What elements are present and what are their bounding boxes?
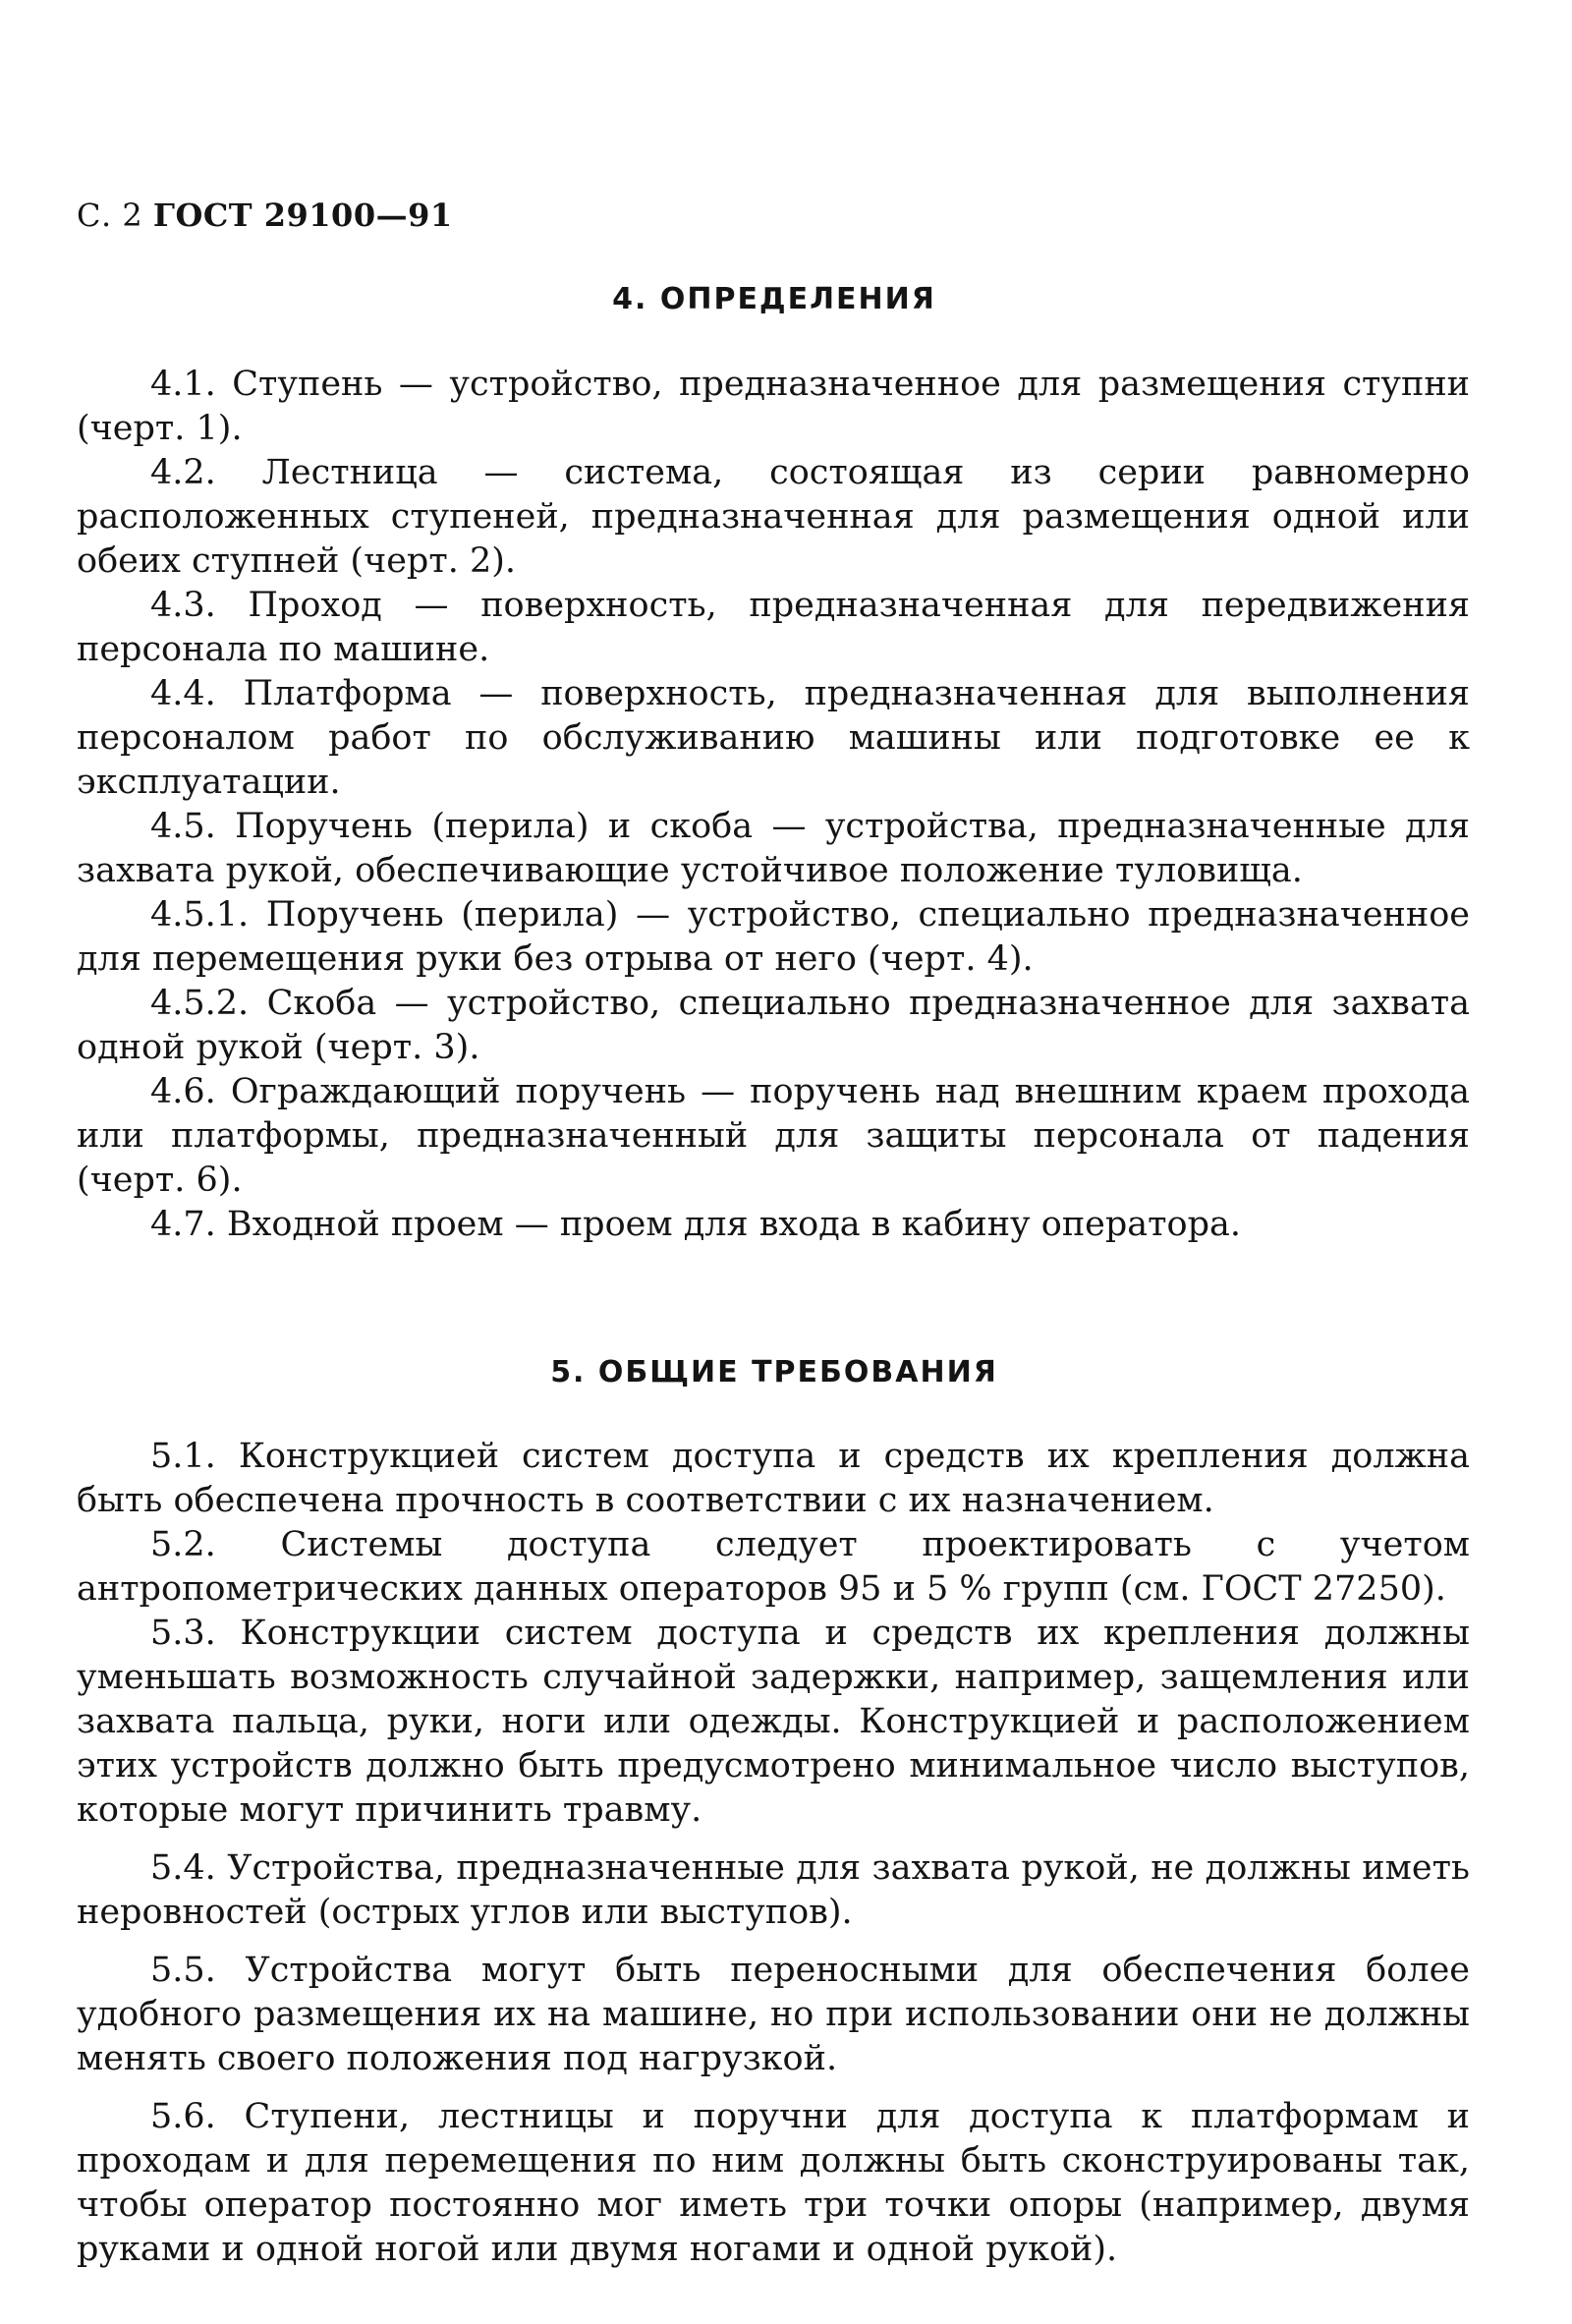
paragraph-5-6: 5.6. Ступени, лестницы и поручни для доступа к платформам и проходам и для перемещения по ним должны быть сконструированы так, чтобы оператор постоянно мог иметь три точки опоры (например, двумя руками и одной ногой или двумя ногами и одной рукой). <box>77 2097 1470 2269</box>
paragraph-5-2: 5.2. Системы доступа следует проектировать с учетом антропометрических данных операторов 95 и 5 % групп (см. ГОСТ 27250). <box>77 1525 1470 1609</box>
section-5-body <box>77 1435 1470 2272</box>
section-4-title: 4. ОПРЕДЕЛЕНИЯ <box>612 282 936 316</box>
paragraph-4-6: 4.6. Ограждающий поручень — поручень над внешним краем прохода или платформы, предназначенный для защиты персонала от падения (черт. 6). <box>77 1072 1470 1200</box>
paragraph-4-7: 4.7. Входной проем — проем для входа в кабину оператора. <box>150 1205 1241 1244</box>
paragraph-5-4: 5.4. Устройства, предназначенные для захвата рукой, не должны иметь неровностей (острых углов или выступов). <box>77 1848 1470 1932</box>
document-page <box>77 0 1472 2324</box>
section-4-body <box>77 363 1470 1247</box>
section-5-title: 5. ОБЩИЕ ТРЕБОВАНИЯ <box>550 1355 998 1389</box>
paragraph-4-2: 4.2. Лестница — система, состоящая из серии равномерно расположенных ступеней, предназначенная для размещения одной или обеих ступней (черт. 2). <box>77 453 1470 581</box>
paragraph-5-1: 5.1. Конструкцией систем доступа и средств их крепления должна быть обеспечена прочность в соответствии с их назначением. <box>77 1437 1470 1520</box>
paragraph-4-5-1: 4.5.1. Поручень (перила) — устройство, специально предназначенное для перемещения руки без отрыва от него (черт. 4). <box>77 895 1470 979</box>
page-header <box>77 197 453 234</box>
paragraph-4-5: 4.5. Поручень (перила) и скоба — устройства, предназначенные для захвата рукой, обеспечивающие устойчивое положение туловища. <box>77 807 1470 890</box>
paragraph-4-1: 4.1. Ступень — устройство, предназначенное для размещения ступни (черт. 1). <box>77 365 1470 448</box>
paragraph-4-5-2: 4.5.2. Скоба — устройство, специально предназначенное для захвата одной рукой (черт. 3). <box>77 984 1470 1067</box>
paragraph-4-4: 4.4. Платформа — поверхность, предназначенная для выполнения персоналом работ по обслуживанию машины или подготовке ее к эксплуатации. <box>77 674 1470 802</box>
standard-number: ГОСТ 29100—91 <box>152 197 453 234</box>
page-number: С. 2 <box>77 197 143 234</box>
paragraph-5-3: 5.3. Конструкции систем доступа и средств их крепления должны уменьшать возможность случайной задержки, например, защемления или захвата пальца, руки, ноги или одежды. Конструкцией и расположением этих устройств должно быть предусмотрено минимальное число выступов, которые могут причинить травму. <box>77 1614 1470 1830</box>
paragraph-4-3: 4.3. Проход — поверхность, предназначенная для передвижения персонала по машине. <box>77 586 1470 669</box>
paragraph-5-5: 5.5. Устройства могут быть переносными для обеспечения более удобного размещения их на машине, но при использовании они не должны менять своего положения под нагрузкой. <box>77 1951 1470 2078</box>
